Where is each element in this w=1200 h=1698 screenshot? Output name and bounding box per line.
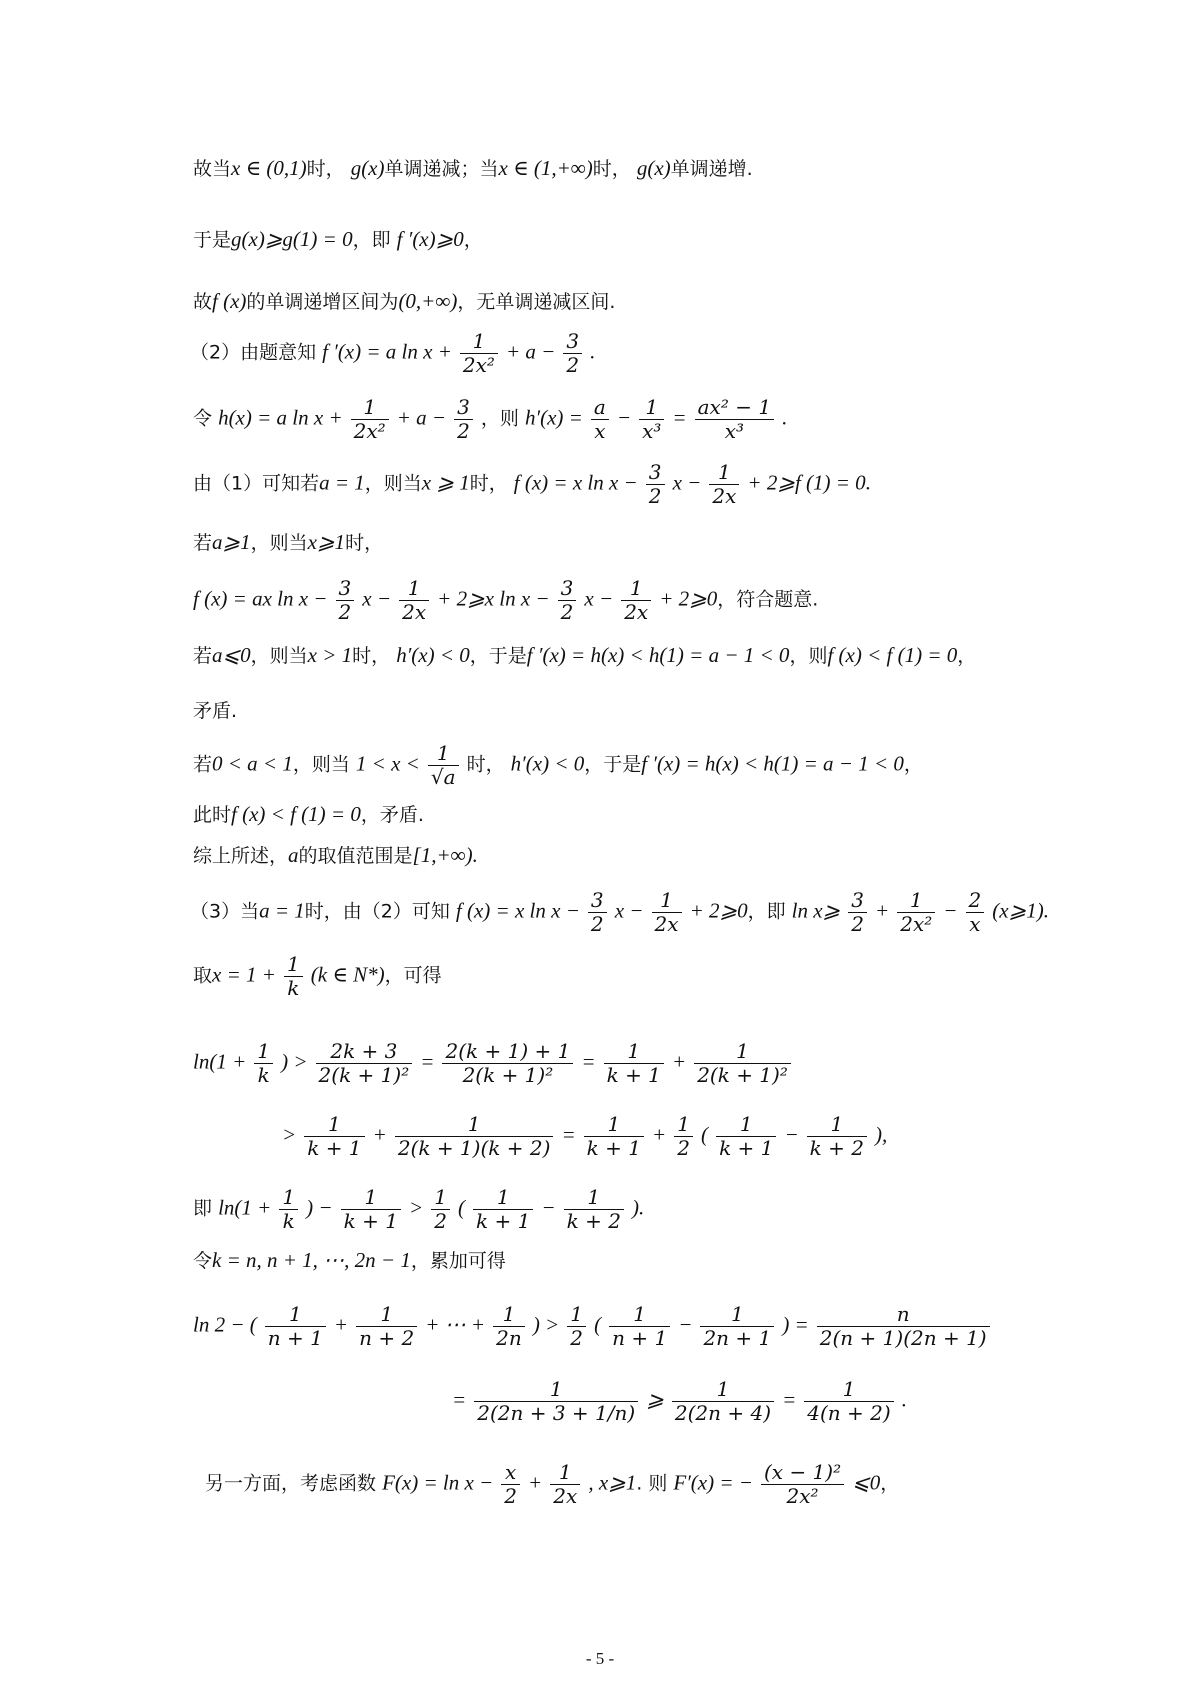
text: 由（1）可知若 bbox=[193, 472, 320, 495]
text: 若 bbox=[193, 532, 213, 554]
text: ，于是 bbox=[469, 645, 527, 667]
math: h′(x) < 0 bbox=[510, 751, 585, 776]
fraction: $\frac{1}{k + 1}$ bbox=[584, 1113, 644, 1160]
math: [1,+∞) bbox=[412, 843, 473, 867]
line-13 bbox=[193, 845, 478, 866]
math: − bbox=[678, 1312, 693, 1337]
math: ln 2 − ( bbox=[193, 1312, 257, 1337]
math: f (x) < f (1) = 0 bbox=[827, 643, 958, 667]
math: . bbox=[865, 470, 871, 495]
fraction: $\frac{1}{√a}$ bbox=[428, 742, 459, 789]
text: 于是 bbox=[193, 229, 232, 251]
math: f ′(x)⩾0 bbox=[396, 227, 464, 251]
fraction: $\frac{2k + 3}{\text{2(k + 1)²}}$ bbox=[316, 1040, 413, 1087]
fraction: $\frac{1}{n + 2}$ bbox=[356, 1303, 417, 1350]
math: h(x) = a ln x + bbox=[218, 405, 343, 430]
line-9 bbox=[193, 645, 976, 666]
math: . bbox=[901, 1387, 907, 1412]
math: = bbox=[452, 1387, 467, 1412]
text: 故 bbox=[193, 291, 213, 313]
text: 时， bbox=[466, 753, 505, 776]
text: 即 bbox=[193, 1197, 213, 1220]
text: 的取值范围是 bbox=[298, 845, 413, 867]
fraction: $\frac{1}{k + 2}$ bbox=[564, 1186, 624, 1233]
math: = bbox=[581, 1049, 596, 1074]
text: 时， bbox=[469, 472, 508, 495]
math: > bbox=[282, 1122, 297, 1147]
fraction: $\frac{1}{2x}$ bbox=[709, 461, 739, 508]
math: F(x) = ln x − bbox=[382, 1470, 494, 1495]
line-22 bbox=[205, 1461, 899, 1508]
fraction: $\frac{1}{2n + 1}$ bbox=[700, 1303, 774, 1350]
math: ) > bbox=[532, 1312, 560, 1337]
math: g(x)⩾g(1) = 0 bbox=[231, 227, 353, 251]
text: ，则当 bbox=[364, 472, 422, 495]
text: ，矛盾. bbox=[360, 804, 424, 826]
math: = bbox=[672, 405, 687, 430]
text: ，则 bbox=[480, 407, 519, 430]
math: − bbox=[784, 1122, 799, 1147]
math: + bbox=[875, 898, 890, 923]
math: (x⩾1) bbox=[992, 898, 1044, 923]
text: ， bbox=[903, 753, 923, 776]
math: ( bbox=[594, 1312, 602, 1337]
math: a⩽0 bbox=[212, 643, 251, 667]
math: f (x) = ax ln x − bbox=[193, 586, 328, 611]
math: ( bbox=[457, 1195, 465, 1220]
text: 的单调递增区间为 bbox=[246, 291, 399, 313]
text: 令 bbox=[193, 407, 213, 430]
line-2 bbox=[193, 229, 483, 250]
fraction: $\frac{3}{2}$ bbox=[558, 577, 577, 624]
math: + 2⩾f (1) = 0 bbox=[747, 470, 866, 495]
fraction: $\frac{1}{k + 2}$ bbox=[807, 1113, 867, 1160]
line-3 bbox=[193, 291, 615, 312]
fraction: $\frac{3}{2}$ bbox=[646, 461, 665, 508]
line-20 bbox=[193, 1303, 992, 1350]
fraction: $\frac{1}{4(n + 2)}$ bbox=[804, 1378, 893, 1425]
math: x ∈ (1,+∞) bbox=[498, 156, 593, 180]
fraction: $\frac{1}{2(2n + 4)}$ bbox=[672, 1378, 774, 1425]
text: 单调递增. bbox=[670, 158, 753, 180]
text: 时， bbox=[345, 532, 384, 554]
text: ，无单调递减区间. bbox=[457, 291, 616, 313]
math: x − bbox=[614, 898, 644, 923]
line-18 bbox=[193, 1186, 644, 1233]
fraction: $\frac{1}{2x}$ bbox=[621, 577, 651, 624]
text: （3）当 bbox=[190, 900, 260, 923]
fraction: $\frac{n}{2(n + 1)(2n + 1)}$ bbox=[817, 1303, 990, 1350]
text: 令 bbox=[193, 1250, 213, 1272]
text: 时，由（2）可知 bbox=[304, 900, 450, 923]
fraction: $\frac{1}{\text{2(k + 1)²}}$ bbox=[694, 1040, 791, 1087]
text: 时， bbox=[592, 158, 631, 180]
math: a = 1 bbox=[319, 470, 365, 495]
text: ，可得 bbox=[384, 964, 442, 987]
math: x ⩾ 1 bbox=[421, 470, 470, 495]
math: f (x) bbox=[212, 289, 247, 313]
math: (k ∈ N*) bbox=[310, 962, 385, 987]
text: ，累加可得 bbox=[410, 1250, 506, 1272]
math: + bbox=[528, 1470, 543, 1495]
math: g(x) bbox=[636, 156, 671, 180]
math: . bbox=[782, 405, 788, 430]
math: ) = bbox=[782, 1312, 809, 1337]
math: h′(x) < 0 bbox=[396, 643, 470, 667]
text: （2）由题意知 bbox=[190, 341, 317, 364]
text: 此时 bbox=[193, 804, 232, 826]
fraction: $\frac{a}{x}$ bbox=[591, 396, 609, 443]
math: + a − bbox=[396, 405, 447, 430]
fraction: $\frac{1}{2x}$ bbox=[399, 577, 429, 624]
line-8 bbox=[193, 577, 818, 624]
math: f (x) = x ln x − bbox=[513, 470, 638, 495]
fraction: $\frac{1}{n + 1}$ bbox=[609, 1303, 670, 1350]
fraction: $\frac{3}{2}$ bbox=[563, 330, 582, 377]
math: f ′(x) = h(x) < h(1) = a − 1 < 0 bbox=[641, 751, 904, 776]
text: ， bbox=[463, 229, 483, 251]
math: − bbox=[943, 898, 958, 923]
text: 若 bbox=[193, 645, 213, 667]
text: ，即 bbox=[352, 229, 391, 251]
fraction: $\frac{1}{\text{2x²}}$ bbox=[897, 889, 935, 936]
fraction: $\frac{1}{k}$ bbox=[254, 1040, 273, 1087]
math: + bbox=[333, 1312, 349, 1337]
text: 综上所述， bbox=[193, 845, 289, 867]
text: ， bbox=[957, 645, 977, 667]
text: ，即 bbox=[747, 900, 786, 923]
math: f (x) < f (1) = 0 bbox=[231, 802, 361, 826]
math: x ∈ (0,1) bbox=[231, 156, 307, 180]
line-5 bbox=[193, 396, 787, 443]
math: ) − bbox=[306, 1195, 333, 1220]
math: ⩾ bbox=[646, 1387, 664, 1412]
text: ，则当 bbox=[250, 645, 308, 667]
line-11 bbox=[193, 742, 923, 789]
line-16 bbox=[193, 1040, 793, 1087]
math: ) > bbox=[281, 1049, 308, 1074]
fraction: $\frac{1}{n + 1}$ bbox=[265, 1303, 326, 1350]
math: + bbox=[372, 1122, 387, 1147]
line-6 bbox=[193, 461, 871, 508]
fraction: $\frac{1}{k + 1}$ bbox=[716, 1113, 776, 1160]
line-14 bbox=[190, 889, 1049, 936]
line-4 bbox=[190, 330, 595, 377]
math: . bbox=[590, 339, 596, 364]
fraction: $\frac{1}{2(2n + 3 + 1/n)}$ bbox=[474, 1378, 638, 1425]
line-15 bbox=[193, 953, 442, 1000]
math: 0 < a < 1 bbox=[212, 751, 293, 776]
math: ⩽0 bbox=[852, 1470, 881, 1495]
math: ln x⩾ bbox=[791, 898, 841, 923]
text: 矛盾. bbox=[193, 700, 238, 722]
math: + bbox=[671, 1049, 687, 1074]
math: . bbox=[472, 843, 478, 867]
fraction: $\frac{2(k + 1) + 1}{\text{2(k + 1)²}}$ bbox=[442, 1040, 573, 1087]
fraction: $\frac{1}{k + 1}$ bbox=[304, 1113, 364, 1160]
line-12 bbox=[193, 804, 424, 825]
math: h′(x) = bbox=[524, 405, 583, 430]
math: + 2⩾0 bbox=[659, 586, 718, 611]
fraction: $\frac{1}{2x}$ bbox=[652, 889, 682, 936]
fraction: $\frac{3}{2}$ bbox=[454, 396, 473, 443]
math: x − bbox=[584, 586, 614, 611]
math: = bbox=[561, 1122, 576, 1147]
math: x − bbox=[672, 470, 702, 495]
line-10 bbox=[193, 702, 237, 721]
text: ，符合题意. bbox=[717, 588, 819, 611]
text: ， bbox=[880, 1472, 900, 1495]
math: + 2⩾0 bbox=[689, 898, 748, 923]
line-19 bbox=[193, 1250, 506, 1271]
math: − bbox=[616, 405, 632, 430]
text: ，则当 bbox=[292, 753, 350, 776]
math: > bbox=[408, 1195, 424, 1220]
fraction: $\frac{1}{2(k + 1)(k + 2)}$ bbox=[395, 1113, 554, 1160]
page-number: - 5 - bbox=[585, 1649, 615, 1668]
fraction: $\frac{1}{2}$ bbox=[567, 1303, 586, 1350]
text: ，于是 bbox=[584, 753, 642, 776]
fraction: $\frac{3}{2}$ bbox=[588, 889, 607, 936]
math: ln(1 + bbox=[193, 1049, 247, 1074]
fraction: $\frac{\text{(x − 1)²}}{\text{2x²}}$ bbox=[761, 1461, 844, 1508]
fraction: $\frac{2}{x}$ bbox=[966, 889, 985, 936]
math: 1 < x < bbox=[355, 751, 420, 776]
math: ) bbox=[632, 1195, 639, 1220]
math: + bbox=[652, 1122, 667, 1147]
math: , x⩾1 bbox=[588, 1470, 637, 1495]
fraction: $\frac{1}{k + 1}$ bbox=[604, 1040, 664, 1087]
math: . bbox=[1043, 898, 1049, 923]
text: 时， bbox=[352, 645, 391, 667]
text: 故当 bbox=[193, 158, 232, 180]
math: x = 1 + bbox=[212, 962, 276, 987]
math: f (x) = x ln x − bbox=[455, 898, 580, 923]
math: ), bbox=[875, 1122, 888, 1147]
line-21 bbox=[452, 1378, 907, 1425]
math: (0,+∞) bbox=[398, 289, 458, 313]
math: f ′(x) = a ln x + bbox=[322, 339, 452, 364]
fraction: $\frac{1}{\text{2x²}}$ bbox=[460, 330, 498, 377]
line-1 bbox=[193, 158, 753, 179]
fraction: $\frac{1}{k + 1}$ bbox=[473, 1186, 533, 1233]
fraction: $\frac{1}{\text{2x²}}$ bbox=[351, 396, 389, 443]
math: g(x) bbox=[350, 156, 385, 180]
math: a bbox=[288, 843, 299, 867]
fraction: $\frac{3}{2}$ bbox=[336, 577, 355, 624]
math: x > 1 bbox=[307, 643, 353, 667]
text: ，则当 bbox=[250, 532, 308, 554]
math: a = 1 bbox=[259, 898, 305, 923]
math: . bbox=[639, 1195, 645, 1220]
math: + a − bbox=[506, 339, 556, 364]
fraction: $\frac{1}{k}$ bbox=[284, 953, 303, 1000]
fraction: $\frac{1}{k + 1}$ bbox=[341, 1186, 401, 1233]
fraction: $\frac{1}{2}$ bbox=[431, 1186, 450, 1233]
text: 另一方面，考虑函数 bbox=[205, 1472, 377, 1495]
fraction: $\frac{1}{2}$ bbox=[674, 1113, 693, 1160]
fraction: $\frac{1}{2n}$ bbox=[493, 1303, 525, 1350]
fraction: $\frac{3}{2}$ bbox=[848, 889, 867, 936]
math: a⩾1 bbox=[212, 530, 251, 554]
math: − bbox=[541, 1195, 556, 1220]
math: + ⋯ + bbox=[425, 1312, 486, 1337]
math: + 2⩾x ln x − bbox=[437, 586, 550, 611]
fraction: $\frac{1}{\text{x³}}$ bbox=[639, 396, 664, 443]
math: k = n, n + 1, ⋯, 2n − 1 bbox=[212, 1248, 411, 1272]
text: 取 bbox=[193, 964, 213, 987]
math: = bbox=[420, 1049, 435, 1074]
fraction: $\frac{1}{k}$ bbox=[279, 1186, 298, 1233]
math: F′(x) = − bbox=[673, 1470, 753, 1495]
text: . 则 bbox=[636, 1472, 668, 1495]
text: 单调递减；当 bbox=[384, 158, 499, 180]
text: 若 bbox=[193, 753, 213, 776]
fraction: $\frac{\text{ax² − 1}}{\text{x³}}$ bbox=[695, 396, 774, 443]
text: 时， bbox=[306, 158, 345, 180]
fraction: $\frac{x}{2}$ bbox=[501, 1461, 520, 1508]
line-17 bbox=[282, 1113, 887, 1160]
math: ln(1 + bbox=[218, 1195, 272, 1220]
text: ，则 bbox=[789, 645, 828, 667]
line-7 bbox=[193, 532, 383, 553]
math: x − bbox=[362, 586, 392, 611]
fraction: $\frac{1}{2x}$ bbox=[550, 1461, 580, 1508]
math: f ′(x) = h(x) < h(1) = a − 1 < 0 bbox=[526, 643, 790, 667]
math: x⩾1 bbox=[307, 530, 346, 554]
math: ( bbox=[701, 1122, 709, 1147]
math: = bbox=[782, 1387, 797, 1412]
